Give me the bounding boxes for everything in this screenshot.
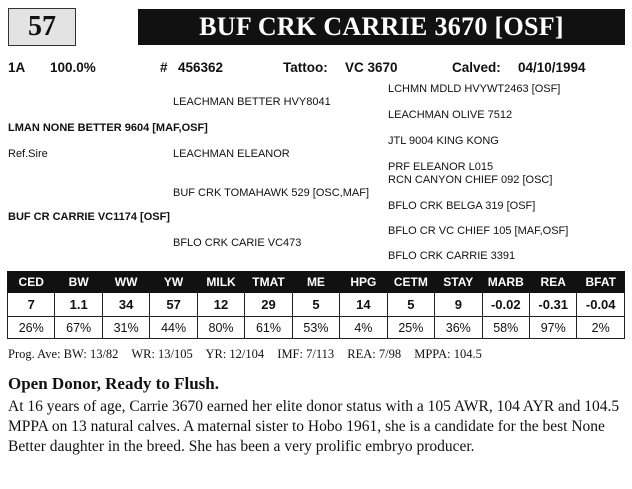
epd-percentile: 36%	[435, 317, 482, 339]
epd-value: -0.31	[529, 293, 576, 317]
epd-header: MILK	[197, 272, 244, 293]
prog-imf: IMF: 7/113	[277, 347, 335, 361]
tattoo-value: VC 3670	[345, 60, 398, 75]
epd-header: CED	[8, 272, 55, 293]
pedigree-ddd: BFLO CRK CARRIE 3391	[388, 250, 516, 262]
class-code: 1A	[8, 60, 26, 75]
epd-percentile: 80%	[197, 317, 244, 339]
epd-percentile: 53%	[292, 317, 339, 339]
pedigree-sss: LCHMN MDLD HVYWT2463 [OSF]	[388, 83, 561, 95]
epd-value: 29	[245, 293, 292, 317]
prog-bw: Prog. Ave: BW: 13/82	[8, 347, 119, 361]
pedigree-dam: BUF CR CARRIE VC1174 [OSF]	[8, 211, 170, 223]
pedigree-ssd: LEACHMAN OLIVE 7512	[388, 109, 513, 121]
epd-value: -0.02	[482, 293, 529, 317]
percent-blood: 100.0%	[50, 60, 96, 75]
epd-header: BFAT	[577, 272, 625, 293]
epd-value-row	[8, 293, 625, 317]
progeny-averages	[8, 347, 492, 362]
epd-percentile-row	[8, 317, 625, 339]
epd-header: ME	[292, 272, 339, 293]
lot-description: At 16 years of age, Carrie 3670 earned her elite donor status with a 105 AWR, 104 AYR and 104.5 MPPA on 13 natural calves. A maternal sister to Hobo 1961, she is a candidate for the best None Better daughter in the breed. She has been a very prolific embryo producer.	[8, 398, 620, 455]
prog-mppa: MPPA: 104.5	[414, 347, 482, 361]
epd-percentile: 97%	[529, 317, 576, 339]
animal-name: BUF CRK CARRIE 3670 [OSF]	[138, 9, 625, 45]
calved-date: 04/10/1994	[518, 60, 586, 75]
epd-value: 7	[8, 293, 55, 317]
epd-value: 5	[387, 293, 434, 317]
epd-value: -0.04	[577, 293, 625, 317]
pedigree-ds: BUF CRK TOMAHAWK 529 [OSC,MAF]	[173, 187, 369, 199]
epd-value: 57	[150, 293, 197, 317]
epd-header: STAY	[435, 272, 482, 293]
pedigree-sd: LEACHMAN ELEANOR	[173, 148, 290, 160]
pedigree-sire: LMAN NONE BETTER 9604 [MAF,OSF]	[8, 122, 208, 134]
epd-header: BW	[55, 272, 102, 293]
epd-percentile: 58%	[482, 317, 529, 339]
epd-percentile: 4%	[340, 317, 387, 339]
registration-number: 456362	[178, 60, 224, 75]
pedigree-dss: RCN CANYON CHIEF 092 [OSC]	[388, 174, 553, 186]
epd-header: TMAT	[245, 272, 292, 293]
lot-number: 57	[8, 8, 76, 46]
epd-header: MARB	[482, 272, 529, 293]
epd-value: 34	[102, 293, 149, 317]
epd-percentile: 31%	[102, 317, 149, 339]
prog-rea: REA: 7/98	[347, 347, 402, 361]
pedigree-sdd: PRF ELEANOR L015	[388, 161, 494, 173]
tattoo-label: Tattoo:	[283, 60, 328, 75]
epd-percentile: 2%	[577, 317, 625, 339]
calved-label: Calved:	[452, 60, 501, 75]
epd-header: CETM	[387, 272, 434, 293]
prog-wr: WR: 13/105	[131, 347, 193, 361]
pedigree-dds: BFLO CR VC CHIEF 105 [MAF,OSF]	[388, 225, 569, 237]
reg-label: #	[160, 60, 168, 75]
sire-note: Ref.Sire	[8, 148, 48, 160]
lot-heading: Open Donor, Ready to Flush.	[8, 374, 219, 393]
epd-value: 1.1	[55, 293, 102, 317]
pedigree-dd: BFLO CRK CARIE VC473	[173, 237, 302, 249]
epd-header: HPG	[340, 272, 387, 293]
epd-percentile: 61%	[245, 317, 292, 339]
pedigree-sds: JTL 9004 KING KONG	[388, 135, 499, 147]
epd-value: 12	[197, 293, 244, 317]
epd-header: YW	[150, 272, 197, 293]
epd-header: REA	[529, 272, 576, 293]
pedigree-dsd: BFLO CRK BELGA 319 [OSF]	[388, 200, 536, 212]
epd-percentile: 44%	[150, 317, 197, 339]
pedigree-ss: LEACHMAN BETTER HVY8041	[173, 96, 331, 108]
epd-value: 9	[435, 293, 482, 317]
epd-percentile: 26%	[8, 317, 55, 339]
epd-percentile: 25%	[387, 317, 434, 339]
epd-value: 14	[340, 293, 387, 317]
epd-value: 5	[292, 293, 339, 317]
prog-yr: YR: 12/104	[205, 347, 265, 361]
epd-header: WW	[102, 272, 149, 293]
epd-table	[7, 271, 625, 339]
epd-percentile: 67%	[55, 317, 102, 339]
epd-header-row	[8, 272, 625, 293]
